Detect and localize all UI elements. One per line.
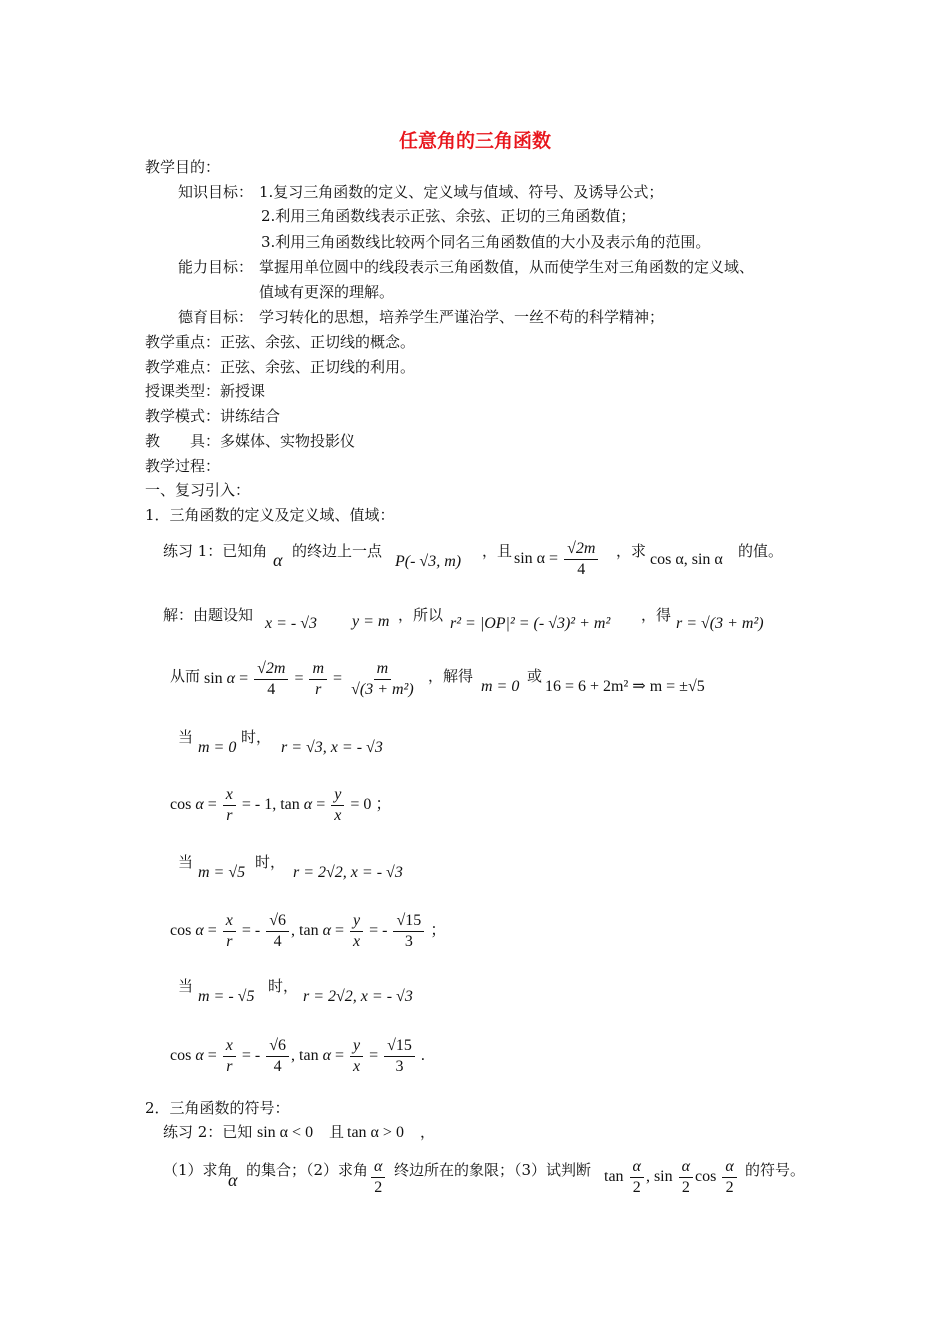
ex2-comma: ， [420, 1123, 436, 1141]
sol-r2: r² = |OP|² = (- √3)² + m² [450, 615, 611, 632]
ex1-text-4: ，求 [616, 542, 647, 560]
numerator: α [679, 1158, 693, 1178]
fraction [350, 1037, 363, 1075]
numerator: α [722, 1158, 736, 1178]
numerator: x [223, 786, 236, 806]
lesson-type: 授课类型：新授课 [145, 382, 266, 400]
denominator: √(3 + m²) [351, 680, 414, 698]
fraction [331, 786, 344, 824]
fraction [223, 912, 236, 950]
numerator: √15 [384, 1037, 415, 1057]
ex2-text-1: 练习 2：已知 [163, 1123, 253, 1141]
denominator: x [353, 1057, 361, 1075]
ex1-text-3: ，且 [482, 542, 513, 560]
fraction [722, 1158, 736, 1196]
case1-m: m = 0 [198, 739, 237, 756]
denominator: r [226, 932, 233, 950]
denominator: 2 [632, 1178, 641, 1196]
denominator: 4 [273, 932, 282, 950]
numerator: y [331, 786, 344, 806]
denominator: x [334, 806, 342, 824]
denominator: x [353, 932, 361, 950]
fraction [254, 660, 288, 698]
case1-when: 当 [178, 728, 194, 746]
difficulty: 教学难点：正弦、余弦、正切线的利用。 [145, 358, 416, 376]
ex2-q1: （1）求角 [163, 1161, 233, 1179]
ex1-text-1: 练习 1：已知角 [163, 542, 268, 560]
denominator: 3 [404, 932, 413, 950]
tools: 教 具：多媒体、实物投影仪 [145, 432, 356, 450]
numerator: x [223, 1037, 236, 1057]
ex2-cond1: sin α < 0 [257, 1124, 314, 1141]
case1-time: 时， [241, 728, 272, 746]
review-heading: 一、复习引入： [145, 481, 251, 499]
fraction [309, 660, 327, 698]
denominator: 2 [725, 1178, 734, 1196]
case3-m: m = - √5 [198, 988, 255, 1005]
fraction [371, 1158, 385, 1196]
objective-heading: 教学目的： [145, 158, 221, 176]
numerator: m [374, 660, 392, 680]
knowledge-label: 知识目标： [178, 183, 254, 201]
denominator: r [226, 806, 233, 824]
numerator: α [630, 1158, 644, 1178]
sin-lhs: sin α = [514, 549, 559, 567]
case3-r: r = 2√2, x = - √3 [303, 988, 413, 1005]
ability-text-1: 掌握用单位圆中的线段表示三角函数值，从而使学生对三角函数的定义域、 [259, 258, 755, 276]
case3-when: 当 [178, 977, 194, 995]
case2-m: m = √5 [198, 864, 246, 881]
ex1-text-5: 的值。 [738, 542, 784, 560]
knowledge-item-2: 2.利用三角函数线表示正弦、余弦、正切的三角函数值； [261, 207, 636, 225]
point-p: P(- √3, m) [395, 553, 462, 570]
key-point: 教学重点：正弦、余弦、正切线的概念。 [145, 333, 416, 351]
ex1-text-2: 的终边上一点 [292, 542, 383, 560]
sol-get: ，得 [641, 606, 672, 624]
ex2-cond2: tan α > 0 [347, 1124, 404, 1141]
alpha-symbol: α [228, 1170, 238, 1190]
fraction [679, 1158, 693, 1196]
numerator: α [371, 1158, 385, 1178]
case3-time: 时， [268, 977, 299, 995]
solve-eq: 16 = 6 + 2m² ⇒ m = ±√5 [545, 678, 705, 695]
case1-r: r = √3, x = - √3 [281, 739, 383, 756]
ability-text-2: 值域有更深的理解。 [259, 283, 395, 301]
denominator: 2 [681, 1178, 690, 1196]
thus-label: 从而 [170, 667, 201, 685]
numerator: y [350, 1037, 363, 1057]
sol-label: 解：由题设知 [163, 606, 254, 624]
m-zero: m = 0 [481, 678, 520, 695]
case3-formula: cos α = $\frac{x}{r}$ = - $\frac{√6}{4}$ , tan α = $\frac{y}{x}$ = $\frac{√15}{3}$ . [170, 1037, 425, 1075]
or-label: 或 [527, 667, 543, 685]
ex2-q2: 的集合；（2）求角 [246, 1161, 369, 1179]
case2-when: 当 [178, 853, 194, 871]
numerator: x [223, 912, 236, 932]
process: 教学过程： [145, 457, 221, 475]
half-alpha [369, 1158, 387, 1196]
fraction [223, 786, 236, 824]
fraction [564, 540, 598, 578]
case1-formula: cos α = $\frac{x}{r}$ = - 1, tan α = $\frac{y}{x}$ = 0 ； [170, 786, 392, 824]
denominator: 4 [577, 560, 586, 578]
numerator: √6 [266, 912, 289, 932]
numerator: m [309, 660, 327, 680]
denominator: r [315, 680, 322, 698]
fraction [266, 1037, 289, 1075]
knowledge-item-1: 1.复习三角函数的定义、定义域与值域、符号、及诱导公式； [259, 183, 664, 201]
case2-time: 时， [255, 853, 286, 871]
moral-label: 德育目标： [178, 308, 254, 326]
fraction [393, 912, 424, 950]
sol-y: y = m [352, 613, 390, 630]
case2-formula: cos α = $\frac{x}{r}$ = - $\frac{√6}{4}$ , tan α = $\frac{y}{x}$ = - $\frac{√15}{3}$ ； [170, 912, 447, 950]
denominator: 4 [273, 1057, 282, 1075]
solve-label: ，解得 [428, 667, 474, 685]
fraction [223, 1037, 236, 1075]
ex2-expr: tan $\frac{\alpha}{2}$ , sin $\frac{\alpha}{2}$ cos $\frac{\alpha}{2}$ [604, 1158, 739, 1196]
ex1-ask: cos α, sin α [650, 551, 723, 568]
numerator: √15 [393, 912, 424, 932]
fraction [350, 912, 363, 950]
numerator: √2m [254, 660, 288, 680]
fraction [630, 1158, 644, 1196]
denominator: r [226, 1057, 233, 1075]
part2-heading: 2．三角函数的符号： [145, 1099, 290, 1117]
sol-x: x = - √3 [265, 615, 318, 632]
fraction [384, 1037, 415, 1075]
fraction [266, 912, 289, 950]
fraction [348, 660, 417, 698]
numerator: √6 [266, 1037, 289, 1057]
denominator: 3 [395, 1057, 404, 1075]
alpha-symbol: α [273, 550, 283, 570]
moral-text: 学习转化的思想，培养学生严谨治学、一丝不苟的科学精神； [259, 308, 665, 326]
ex2-q3: 终边所在的象限；（3）试判断 [394, 1161, 592, 1179]
case2-r: r = 2√2, x = - √3 [293, 864, 403, 881]
denominator: 4 [267, 680, 276, 698]
denominator: 2 [374, 1178, 383, 1196]
part1-heading: 1．三角函数的定义及定义域、值域： [145, 506, 395, 524]
knowledge-item-3: 3.利用三角函数线比较两个同名三角函数值的大小及表示角的范围。 [261, 233, 711, 251]
sol-so: ，所以 [398, 606, 444, 624]
page-title: 任意角的三角函数 [398, 130, 551, 152]
ex2-q4: 的符号。 [745, 1161, 806, 1179]
ability-label: 能力目标： [178, 258, 254, 276]
ex2-and: 且 [329, 1123, 345, 1141]
sol-r: r = √(3 + m²) [676, 615, 764, 632]
numerator: y [350, 912, 363, 932]
numerator: √2m [564, 540, 598, 560]
teaching-mode: 教学模式：讲练结合 [145, 407, 281, 425]
ex1-sin-formula [514, 540, 600, 578]
thus-formula: sin α = $\frac{√2m}{4}$ = $\frac{m}{r}$ = $\frac{m}{\text{√(3 + m²)}}$ [204, 660, 419, 698]
